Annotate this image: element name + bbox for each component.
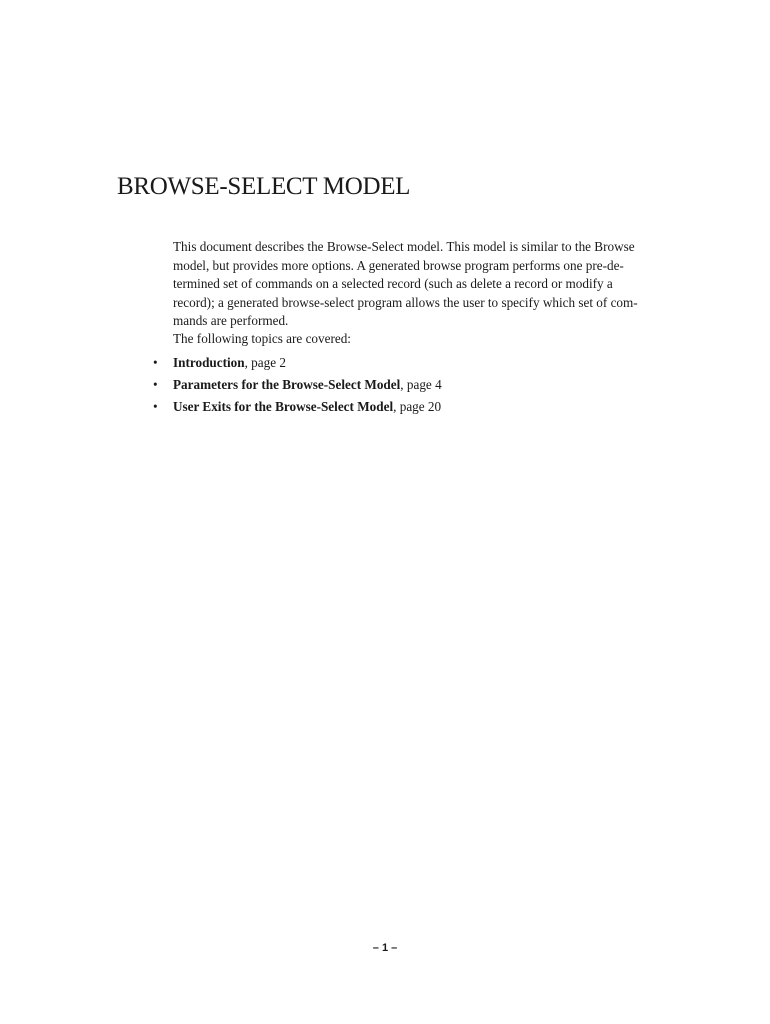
intro-line: record); a generated browse-select program allows the user to specify which set of com- <box>173 294 638 310</box>
topic-item-introduction[interactable] <box>150 352 442 374</box>
intro-line: termined set of commands on a selected record (such as delete a record or modify a <box>173 276 613 292</box>
topic-item-parameters[interactable] <box>150 374 442 396</box>
topic-link-parameters[interactable]: Parameters for the Browse-Select Model <box>173 377 401 392</box>
intro-paragraph <box>173 238 638 331</box>
topic-link-user-exits[interactable]: User Exits for the Browse-Select Model <box>173 399 394 414</box>
topic-page-ref: , page 4 <box>400 377 442 392</box>
topic-link-introduction[interactable]: Introduction <box>173 355 245 370</box>
page-number: – 1 – <box>372 942 398 954</box>
topic-page-ref: , page 2 <box>244 355 286 370</box>
topic-page-ref: , page 20 <box>393 399 442 414</box>
intro-line: mands are performed. <box>173 313 289 329</box>
page-title: BROWSE-SELECT MODEL <box>117 173 411 200</box>
topic-list <box>150 352 442 418</box>
bullet-icon: • <box>153 377 158 392</box>
topics-intro: The following topics are covered: <box>173 331 351 346</box>
intro-line: model, but provides more options. A generated browse program performs one pre-de- <box>173 257 624 273</box>
intro-line: This document describes the Browse-Select model. This model is similar to the Browse <box>173 239 635 254</box>
bullet-icon: • <box>153 355 158 370</box>
topic-item-user-exits[interactable] <box>150 396 442 418</box>
bullet-icon: • <box>153 399 158 414</box>
